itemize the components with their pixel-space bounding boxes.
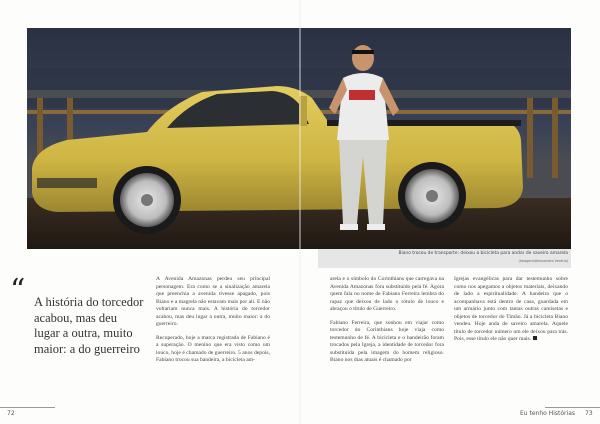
- paragraph: [454, 276, 568, 344]
- footer-rule-left: [0, 407, 55, 408]
- paragraph: Recuperado, hoje a marca registrada de Fabiano é a superação. O menino que era visto como um louco, hoje é chamado de guerreiro. 5 anos depois, Fabiano trocou sua bandeira, a bicicleta am-: [156, 334, 270, 363]
- photo-credit: (Imagem/Alessandro Ventria): [518, 259, 568, 263]
- running-title: Eu tenho Histórias: [520, 410, 575, 417]
- photo-caption-bar: [318, 249, 571, 268]
- paragraph: arela e o símbolo do Corinthians que carregava na Avenida Amazonas fora substituído pela fé. Agora quem fala no nome de Fabiano Ferreira lembra do rapaz que deixou de lado o rótulo de louco e abraçou o título de Guerreiro.: [330, 276, 444, 312]
- paragraph: A Avenida Amazonas perdeu seu principal personagem. Era como se a sinalização amarela que preenchia a avenida tivesse apagado, pois Biano e a magrela não estavam mais por ali. E não voltariam nunca mais. A história do torcedor acabou, mas deu lugar a outra, muito maior: a do guerreiro.: [156, 276, 270, 327]
- pull-quote: A história do torcedor acabou, mas deu lugar a outra, muito maior: a do guerreiro: [34, 295, 144, 356]
- body-column-3: [454, 276, 568, 350]
- page-number-left: 72: [7, 410, 15, 417]
- quote-mark-icon: “: [10, 273, 26, 308]
- body-column-2: [330, 276, 444, 371]
- paragraph-text: Igrejas evangélicas para dar testemunho sobre como nos apegamos a objetos materiais, deixando de lado a espiritualidade. A bandeira que o acompanhava está dentro de casa, guardada em um armário junto com tantas outras camisetas e objetos de torcedor do Timão. Já a bicicleta Biano vendeu. Hoje anda de saveiro amarela. Aquele título de torcedor número um ele deixou para trás. Pois, esse título ele não quer mais.: [454, 276, 568, 342]
- spread-gutter: [299, 0, 301, 424]
- page-number-right: 73: [585, 410, 593, 417]
- body-column-1: [156, 276, 270, 371]
- footer-rule-right: [545, 407, 600, 408]
- paragraph: Fabiano Ferreira, que sonhou em viajar como torcedor do Corinthians hoje viaja como testemunho de fé. A bicicleta e o bandeirão foram trocados pela Igreja, a identidade de torcedor fora substituída pela imagem do homem religioso. Biano nos dias atuais é chamado por: [330, 319, 444, 363]
- end-of-article-icon: [533, 336, 537, 340]
- photo-caption: Biano trocou de transporte: deixou a bicicleta para andar de saveiro amarela: [398, 251, 568, 256]
